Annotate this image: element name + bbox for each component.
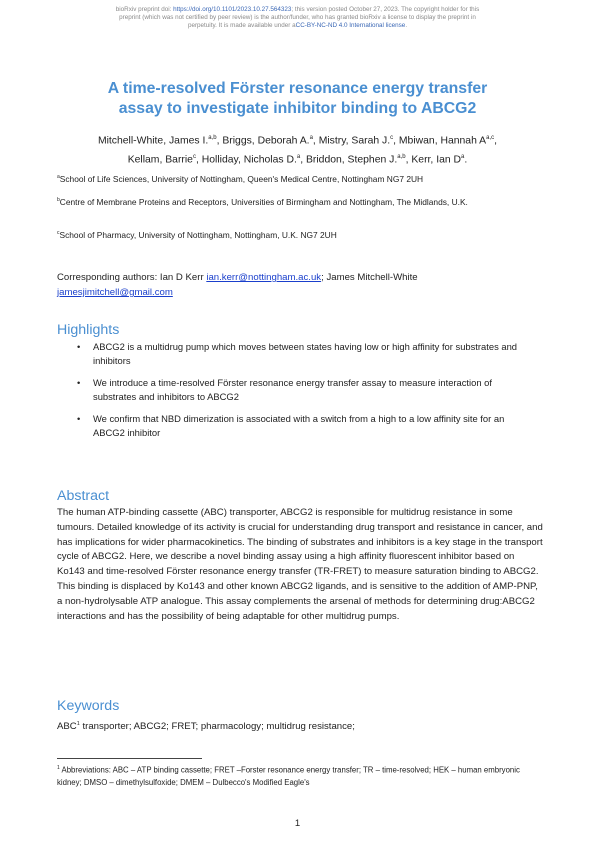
author-name: Mistry, Sarah J. (318, 135, 391, 147)
affiliation-b (57, 195, 547, 208)
footnote (57, 762, 543, 790)
email-link-mitchell-white[interactable]: jamesjimitchell@gmail.com (57, 287, 173, 298)
affiliation-marker: a (309, 135, 313, 141)
footnote-marker: 1 (76, 721, 80, 727)
author-name: Mitchell-White, James I. (97, 135, 209, 147)
affiliation-marker: a (296, 154, 301, 161)
corresponding-middle: ; James Mitchell-White (321, 272, 418, 283)
footnote-text: Abbreviations: ABC – ATP binding cassette; FRET –Forster resonance energy transfer; TR – time-resolved; HEK – human embryonic kidney; DMSO – dimethylsulfoxide; DMEM – Dulbecco's Modified Eagle's (57, 765, 520, 788)
affiliation-sup: c (57, 230, 60, 236)
corresponding-prefix: Corresponding authors: Ian D Kerr (57, 272, 207, 283)
keywords-text (57, 717, 543, 734)
affiliation-marker: a,b (397, 154, 406, 161)
author-name: Holliday, Nicholas D. (201, 154, 297, 166)
preprint-line-1 (0, 6, 595, 14)
affiliation-text: Centre of Membrane Proteins and Receptors, Universities of Birmingham and Nottingham, The Midlands, U.K. (59, 196, 468, 207)
keywords-list: transporter; ABCG2; FRET; pharmacology; multidrug resistance; (79, 721, 355, 733)
preprint-line-3 (0, 22, 595, 30)
affiliation-marker: a,c (486, 135, 495, 141)
author-name: Kellam, Barrie (127, 154, 193, 166)
preprint-line3-suffix: . (405, 22, 408, 30)
affiliation-marker: c (192, 154, 196, 161)
affiliation-sup: b (57, 197, 60, 203)
author-name: Kerr, Ian D (411, 154, 462, 166)
affiliation-marker: c (390, 135, 394, 141)
affiliation-sup: a (57, 174, 60, 180)
paper-title (40, 79, 555, 119)
author-list (40, 130, 555, 169)
footnote-sup: 1 (57, 765, 60, 771)
license-link[interactable]: CC-BY-NC-ND 4.0 International license (295, 22, 406, 30)
author-name: Briddon, Stephen J. (305, 154, 398, 166)
preprint-notice (0, 6, 595, 31)
abstract-heading: Abstract (57, 488, 110, 504)
doi-link[interactable]: https://doi.org/10.1101/2023.10.27.564323 (173, 6, 292, 13)
preprint-prefix: bioRxiv preprint doi: (115, 6, 174, 13)
corresponding-authors (57, 270, 547, 300)
highlight-item: • We introduce a time-resolved Förster resonance energy transfer assay to measure interaction of substrates and inhibitors to ABCG2 (57, 376, 537, 404)
page-number: 1 (294, 818, 301, 829)
highlight-item: • We confirm that NBD dimerization is associated with a switch from a high to a low affinity site for an ABCG2 inhibitor (57, 412, 537, 440)
title-line-2: assay to investigate inhibitor binding to ABCG2 (118, 100, 477, 117)
author-line-1: Mitchell-White, James I.$^{a,b}$, Briggs, Deborah A.$^a$, Mistry, Sarah J.$^c$, Mbiwan, Hannah A$^{a,c}$, (97, 135, 498, 147)
highlights-list (57, 340, 537, 448)
email-link-kerr[interactable]: ian.kerr@nottingham.ac.uk (206, 272, 322, 283)
highlight-item: • ABCG2 is a multidrug pump which moves between states having low or high affinity for substrates and inhibitors (57, 340, 537, 368)
affiliation-text: School of Pharmacy, University of Nottingham, Nottingham, U.K. NG7 2UH (59, 229, 337, 240)
keywords-prefix: ABC (57, 721, 77, 733)
affiliation-marker: a (461, 154, 465, 161)
author-line-2: Kellam, Barrie$^c$, Holliday, Nicholas D.$^a$, Briddon, Stephen J.$^{a,b}$, Kerr, Ian $D^a$. (127, 154, 468, 166)
abstract-text: The human ATP-binding cassette (ABC) transporter, ABCG2 is responsible for multidrug resistance in some tumours. Detailed knowledge of its activity is crucial for understanding drug transport and resistance in cancer, and has implications for wider pharmacokinetics. The binding of substrates and inhibitors is a key stage in the transport cycle of ABCG2. Here, we describe a novel binding assay using a high affinity fluorescent inhibitor based on Ko143 and time-resolved Förster resonance energy transfer (TR-FRET) to measure saturation binding to ABCG2. This binding is displaced by Ko143 and other known ABCG2 ligands, and is sensitive to the addition of AMP-PNP, a non-hydrolysable ATP analogue. This assay complements the arsenal of methods for determining drug:ABCG2 interactions and has the possibility of being adaptable for other multidrug pumps. (57, 507, 543, 622)
title-line-1: A time-resolved Förster resonance energy transfer (107, 80, 488, 97)
preprint-line-2: preprint (which was not certified by peer review) is the author/funder, who has granted bioRxiv a license to display the preprint in (119, 14, 476, 22)
affiliation-a (57, 172, 547, 185)
highlights-heading: Highlights (57, 322, 120, 338)
author-name: Briggs, Deborah A. (222, 135, 310, 147)
footnote-divider (57, 758, 202, 759)
preprint-line3-prefix: perpetuity. It is made available under a (187, 22, 296, 30)
author-name: Mbiwan, Hannah A (398, 135, 487, 147)
affiliation-marker: a,b (208, 135, 217, 141)
affiliation-text: School of Life Sciences, University of Nottingham, Queen's Medical Centre, Nottingham NG7 2UH (59, 173, 424, 184)
preprint-suffix: ; this version posted October 27, 2023. The copyright holder for this (291, 6, 480, 13)
affiliation-c (57, 228, 547, 241)
keywords-heading: Keywords (57, 698, 120, 714)
